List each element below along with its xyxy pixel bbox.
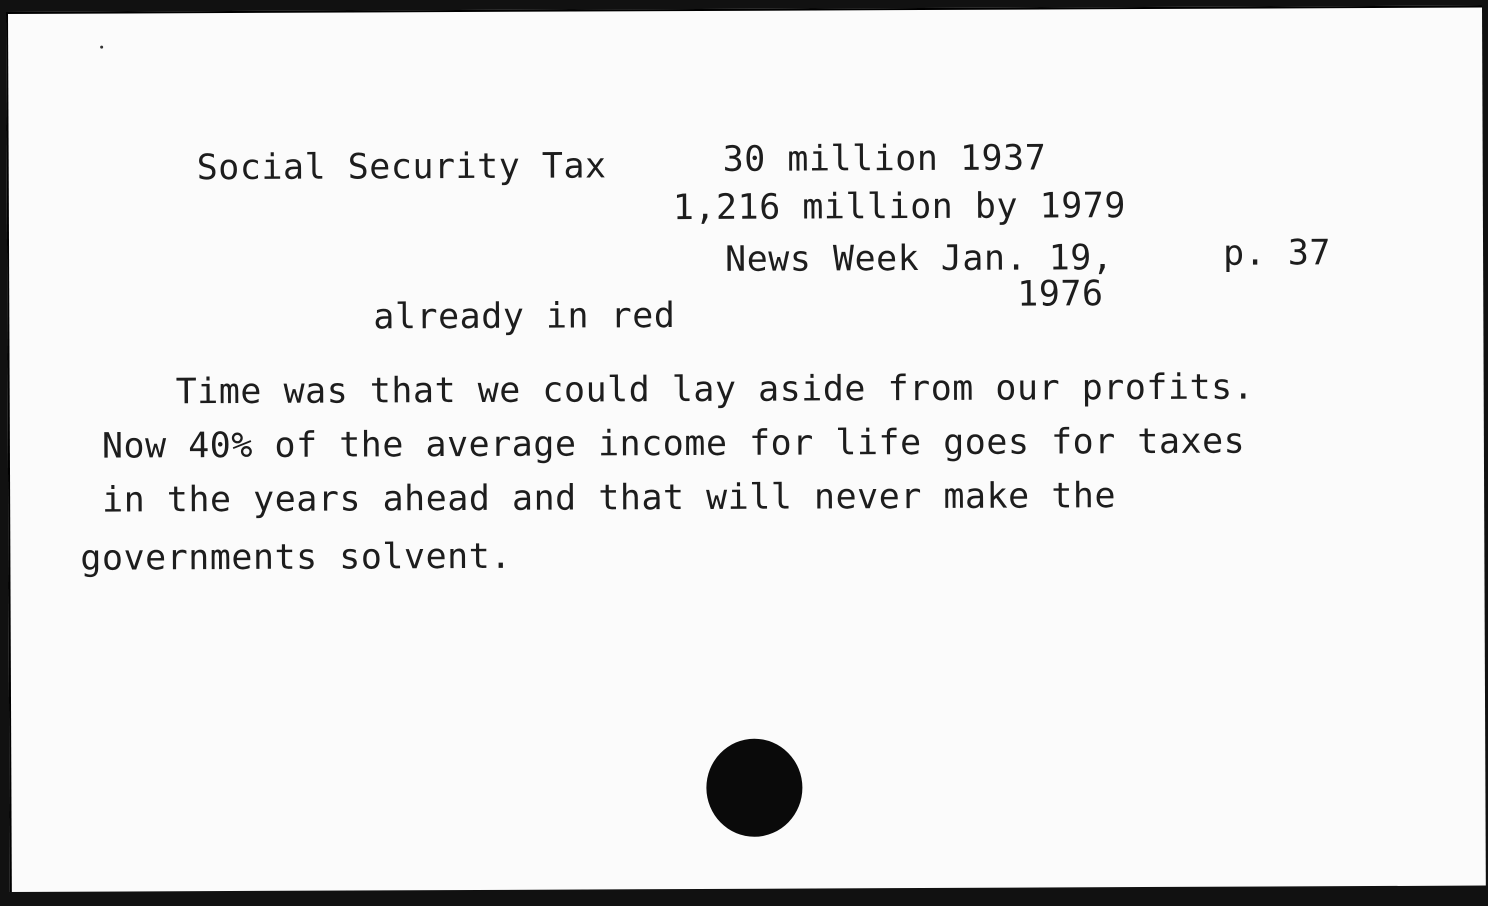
source-page: p. 37 [1222,233,1332,274]
body-line-3: in the years ahead and that will never make the [102,476,1117,521]
source-year: 1976 [1017,274,1104,315]
body-line-4: governments solvent. [80,536,512,579]
source-citation: News Week Jan. 19, [725,238,1114,280]
body-line-2: Now 40% of the average income for life goes for taxes [101,421,1246,467]
punch-hole [706,739,802,837]
figure-1937: 30 million 1937 [722,138,1047,180]
ink-speck [100,46,103,49]
figure-1979: 1,216 million by 1979 [672,186,1126,229]
card-title: Social Security Tax [196,146,607,189]
index-card [6,6,1486,892]
note-already-in-red: already in red [373,296,676,338]
body-line-1: Time was that we could lay aside from our profits. [175,367,1255,413]
